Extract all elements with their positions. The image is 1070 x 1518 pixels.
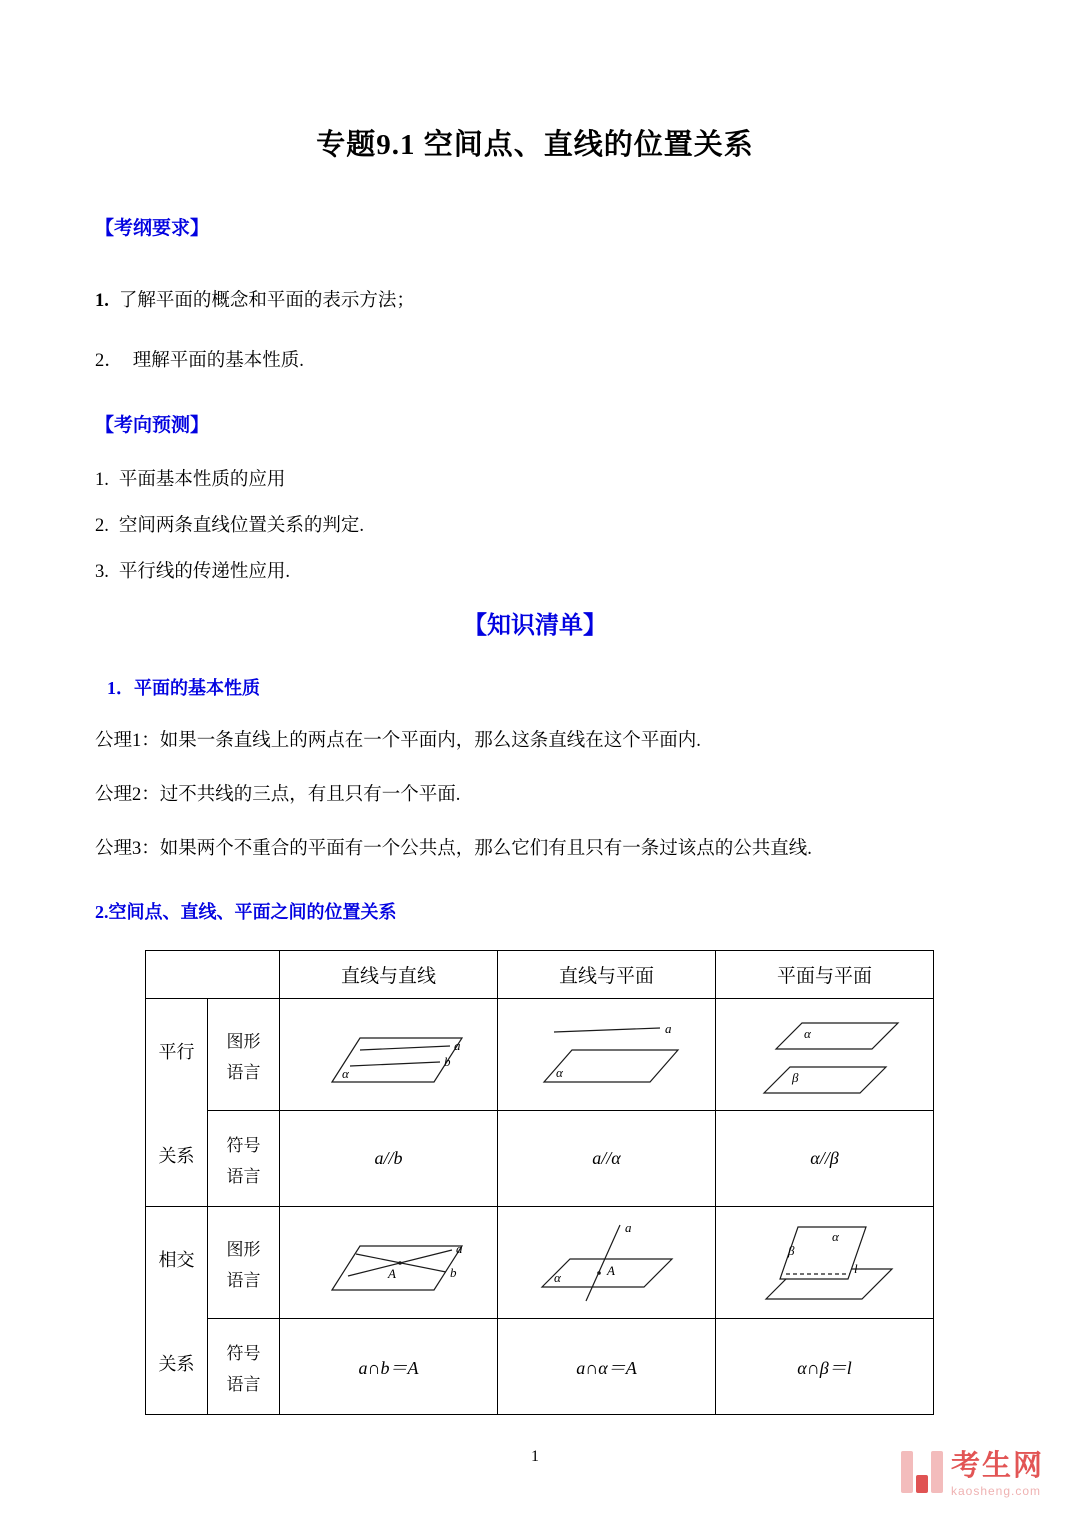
item-text: 了解平面的概念和平面的表示方法； — [118, 291, 415, 311]
label-a: a — [664, 1020, 671, 1036]
item-text: 平行线的传递性应用. — [118, 562, 291, 582]
watermark-text — [951, 1451, 1044, 1498]
row-label-graphic — [208, 999, 280, 1111]
label-alpha: α — [553, 1269, 561, 1285]
item-number: 3. — [95, 562, 109, 582]
table-row — [146, 1207, 934, 1319]
line-line-parallel-diagram — [304, 1016, 474, 1094]
table-corner-cell — [146, 951, 280, 999]
symbol-line-plane-parallel: a//α — [498, 1111, 716, 1207]
subsection-title-position-relations: 2.空间点、直线、平面之间的位置关系 — [95, 902, 397, 922]
symbol-line-plane-intersect: a∩α＝A — [498, 1319, 716, 1415]
label-b: b — [449, 1264, 456, 1280]
section-header-knowledge-list: 【知识清单】 — [463, 613, 607, 639]
list-item — [95, 511, 975, 537]
label-A: A — [606, 1262, 615, 1278]
subsection-title-plane-properties: 1．平面的基本性质 — [107, 678, 260, 698]
cell-diagram-plane-plane-intersect — [716, 1207, 934, 1319]
table-row — [146, 1319, 934, 1415]
column-header-line-line: 直线与直线 — [280, 951, 498, 999]
item-text: 理解平面的基本性质. — [132, 351, 304, 371]
column-header-plane-plane: 平面与平面 — [716, 951, 934, 999]
group-label-text: 相交 — [158, 1249, 195, 1270]
label-alpha: α — [803, 1025, 811, 1041]
cell-diagram-line-line-intersect — [280, 1207, 498, 1319]
row-label-symbol — [208, 1319, 280, 1415]
plane-plane-intersect-diagram — [740, 1219, 910, 1307]
row-label-text: 语言 — [226, 1166, 261, 1186]
line-plane-parallel-diagram — [522, 1016, 692, 1094]
label-alpha: α — [831, 1228, 839, 1244]
axiom-1: 公理1：如果一条直线上的两点在一个平面内，那么这条直线在这个平面内. — [95, 731, 701, 751]
cell-diagram-plane-plane-parallel — [716, 999, 934, 1111]
kaosheng-watermark — [901, 1451, 1044, 1498]
row-label-text: 语言 — [226, 1270, 261, 1290]
label-a: a — [453, 1037, 460, 1053]
symbol-plane-plane-intersect: α∩β＝l — [716, 1319, 934, 1415]
row-label-text: 图形 — [226, 1239, 261, 1259]
group-label-text: 关系 — [158, 1353, 195, 1374]
group-label-text: 平行 — [158, 1041, 195, 1062]
position-relations-table — [145, 950, 934, 1415]
column-header-line-plane: 直线与平面 — [498, 951, 716, 999]
row-label-symbol — [208, 1111, 280, 1207]
section-header-exam-outline: 【考纲要求】 — [95, 218, 210, 239]
line-line-intersect-diagram — [304, 1224, 474, 1302]
line-plane-intersect-diagram — [522, 1219, 692, 1307]
symbol-line-line-parallel: a//b — [280, 1111, 498, 1207]
row-label-text: 图形 — [226, 1031, 261, 1051]
table-row — [146, 999, 934, 1111]
label-alpha: α — [341, 1065, 349, 1081]
plane-plane-parallel-diagram — [740, 1011, 910, 1099]
page-title: 专题9.1 空间点、直线的位置关系 — [316, 129, 754, 161]
table-header-row — [146, 951, 934, 999]
logo-bar-right — [931, 1451, 943, 1493]
list-item — [95, 346, 975, 372]
axiom-2: 公理2：过不共线的三点，有且只有一个平面. — [95, 785, 461, 805]
label-a: a — [455, 1240, 462, 1256]
group-cell-parallel — [146, 999, 208, 1207]
axiom-3: 公理3：如果两个不重合的平面有一个公共点，那么它们有且只有一条过该点的公共直线. — [95, 839, 812, 859]
item-text: 平面基本性质的应用 — [118, 470, 286, 490]
item-number: 1. — [95, 470, 109, 490]
section-header-exam-prediction: 【考向预测】 — [95, 415, 210, 436]
cell-diagram-line-plane-parallel — [498, 999, 716, 1111]
row-label-text: 符号 — [226, 1135, 261, 1155]
item-text: 空间两条直线位置关系的判定. — [118, 516, 365, 536]
item-number: 2． — [95, 351, 123, 371]
item-number: 2. — [95, 516, 109, 536]
group-label-text: 关系 — [158, 1145, 195, 1166]
row-label-text: 语言 — [226, 1062, 261, 1082]
row-label-graphic — [208, 1207, 280, 1319]
label-b: b — [443, 1053, 450, 1069]
watermark-site-name: 考生网 — [950, 1449, 1044, 1482]
table-row — [146, 1111, 934, 1207]
item-number: 1. — [95, 291, 109, 311]
label-l: l — [853, 1260, 858, 1276]
label-beta: β — [787, 1242, 794, 1258]
logo-bar-middle — [916, 1475, 928, 1493]
cell-diagram-line-plane-intersect — [498, 1207, 716, 1319]
row-label-text: 语言 — [226, 1374, 261, 1394]
list-item — [95, 557, 975, 583]
cell-diagram-line-line-parallel — [280, 999, 498, 1111]
page-number: 1 — [531, 1448, 539, 1465]
watermark-site-url: kaosheng.com — [950, 1483, 1042, 1498]
label-A: A — [387, 1265, 396, 1281]
label-alpha: α — [555, 1064, 563, 1080]
label-beta: β — [791, 1069, 798, 1085]
list-item — [95, 465, 975, 491]
row-label-text: 符号 — [226, 1343, 261, 1363]
logo-bar-left — [901, 1451, 913, 1493]
label-a: a — [624, 1219, 631, 1235]
symbol-line-line-intersect: a∩b＝A — [280, 1319, 498, 1415]
kaosheng-logo-icon — [901, 1451, 943, 1497]
list-item — [95, 286, 975, 312]
group-cell-intersect — [146, 1207, 208, 1415]
symbol-plane-plane-parallel: α//β — [716, 1111, 934, 1207]
